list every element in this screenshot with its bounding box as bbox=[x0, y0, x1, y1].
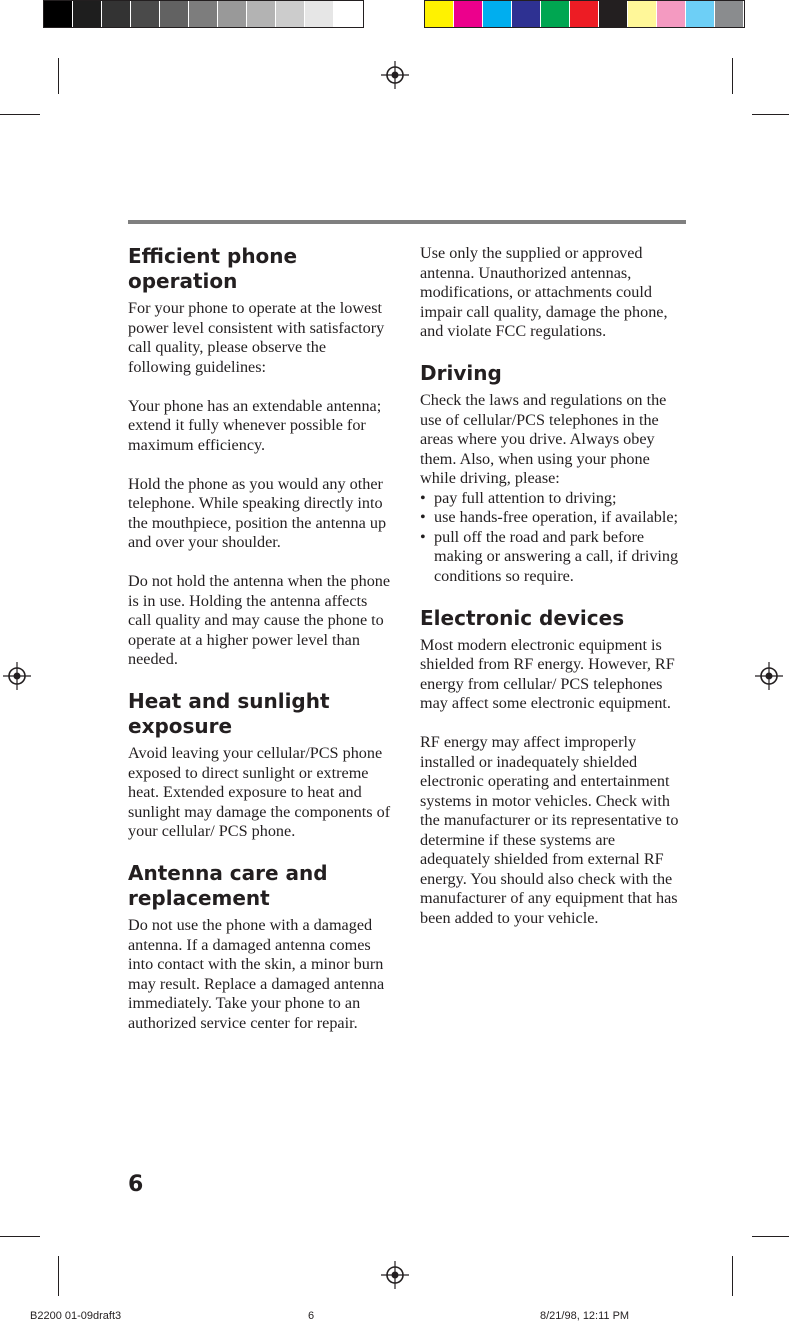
header-rule bbox=[128, 220, 686, 224]
paragraph: Avoid leaving your cellular/PCS phone exposed to direct sunlight or extreme heat. Extended exposure to heat and sunlight may damage the components of your cellular/ PCS phone. bbox=[128, 744, 391, 840]
color-swatch bbox=[628, 1, 657, 27]
crop-mark bbox=[752, 1236, 789, 1237]
crop-mark bbox=[732, 1256, 733, 1296]
section-heading: Electronic devices bbox=[420, 605, 625, 630]
paragraph: For your phone to operate at the lowest power level consistent with satisfactory call quality, please observe the following guidelines: bbox=[128, 299, 385, 376]
right-column bbox=[420, 244, 688, 948]
list-item: • pull off the road and park before making or answering a call, if driving conditions so require. bbox=[420, 528, 688, 587]
bullet-list bbox=[420, 489, 688, 587]
footer-file-name: B2200 01-09draft3 bbox=[30, 1310, 122, 1322]
color-swatch bbox=[512, 1, 541, 27]
color-swatch bbox=[599, 1, 628, 27]
crop-mark bbox=[0, 1236, 40, 1237]
gray-swatch bbox=[73, 1, 102, 27]
registration-mark-icon bbox=[381, 61, 409, 89]
section-heading: Driving bbox=[420, 361, 502, 385]
section-antenna-care bbox=[128, 861, 393, 1033]
gray-swatch bbox=[305, 1, 334, 27]
footer-page-number: 6 bbox=[308, 1310, 315, 1322]
registration-mark-icon bbox=[755, 662, 783, 690]
color-swatch bbox=[570, 1, 599, 27]
list-item: • use hands-free operation, if available; bbox=[420, 508, 688, 528]
gray-swatch bbox=[131, 1, 160, 27]
gray-swatch bbox=[276, 1, 305, 27]
color-swatch bbox=[541, 1, 570, 27]
registration-mark-icon bbox=[381, 1261, 409, 1289]
gray-swatch bbox=[218, 1, 247, 27]
section-electronic-devices bbox=[420, 606, 688, 929]
crop-mark bbox=[58, 1256, 59, 1296]
crop-mark bbox=[752, 114, 789, 115]
gray-swatch bbox=[160, 1, 189, 27]
color-swatch bbox=[715, 1, 744, 27]
color-swatch bbox=[686, 1, 715, 27]
paragraph: Do not hold the antenna when the phone is in use. Holding the antenna affects call quality and may cause the phone to operate at a higher power level than needed. bbox=[128, 572, 391, 668]
registration-mark-icon bbox=[3, 662, 31, 690]
crop-mark bbox=[58, 58, 59, 94]
crop-mark bbox=[732, 58, 733, 94]
paragraph: Your phone has an extendable antenna; extend it fully whenever possible for maximum efficiency. bbox=[128, 396, 382, 454]
gray-swatch bbox=[247, 1, 276, 27]
paragraph: Check the laws and regulations on the use of cellular/PCS telephones in the areas where you drive. Always obey them. Also, when using your phone while driving, please: bbox=[420, 391, 667, 487]
paragraph: Hold the phone as you would any other telephone. While speaking directly into the mouthpiece, position the antenna up and over your shoulder. bbox=[128, 474, 387, 551]
color-swatch bbox=[483, 1, 512, 27]
grayscale-color-bar bbox=[43, 0, 364, 28]
color-swatch bbox=[425, 1, 454, 27]
gray-swatch bbox=[44, 1, 73, 27]
section-heading: Heat and sunlight exposure bbox=[128, 689, 330, 738]
section-heat-and-sunlight bbox=[128, 689, 393, 842]
paragraph: Use only the supplied or approved antenna. Unauthorized antennas, modifications, or attachments could impair call quality, damage the phone, and violate FCC regulations. bbox=[420, 244, 668, 340]
crop-mark bbox=[0, 114, 40, 115]
gray-swatch bbox=[189, 1, 218, 27]
gray-swatch bbox=[102, 1, 131, 27]
page-number: 6 bbox=[128, 1172, 144, 1197]
paragraph: RF energy may affect improperly installed or inadequately shielded electronic operating and entertainment systems in motor vehicles. Check with the manufacturer or its representative to determine if these systems are adequately shielded from external RF energy. You should also check with the manufacturer of any equipment that has been added to your vehicle. bbox=[420, 733, 679, 927]
section-driving bbox=[420, 361, 688, 586]
section-heading: Efficient phone operation bbox=[128, 244, 298, 293]
color-swatch bbox=[657, 1, 686, 27]
list-item: • pay full attention to driving; bbox=[420, 489, 688, 509]
section-heading: Antenna care and replacement bbox=[128, 861, 328, 910]
section-efficient-phone-operation bbox=[128, 244, 393, 670]
color-swatch bbox=[454, 1, 483, 27]
footer-timestamp: 8/21/98, 12:11 PM bbox=[540, 1310, 630, 1322]
paragraph: Do not use the phone with a damaged antenna. If a damaged antenna comes into contact with the skin, a minor burn may result. Replace a damaged antenna immediately. Take your phone to an authorized service center for repair. bbox=[128, 916, 385, 1032]
gray-swatch bbox=[334, 1, 363, 27]
left-column bbox=[128, 244, 393, 1053]
paragraph: Most modern electronic equipment is shielded from RF energy. However, RF energy from cellular/ PCS telephones may affect some electronic equipment. bbox=[420, 635, 675, 712]
process-color-bar bbox=[424, 0, 745, 28]
